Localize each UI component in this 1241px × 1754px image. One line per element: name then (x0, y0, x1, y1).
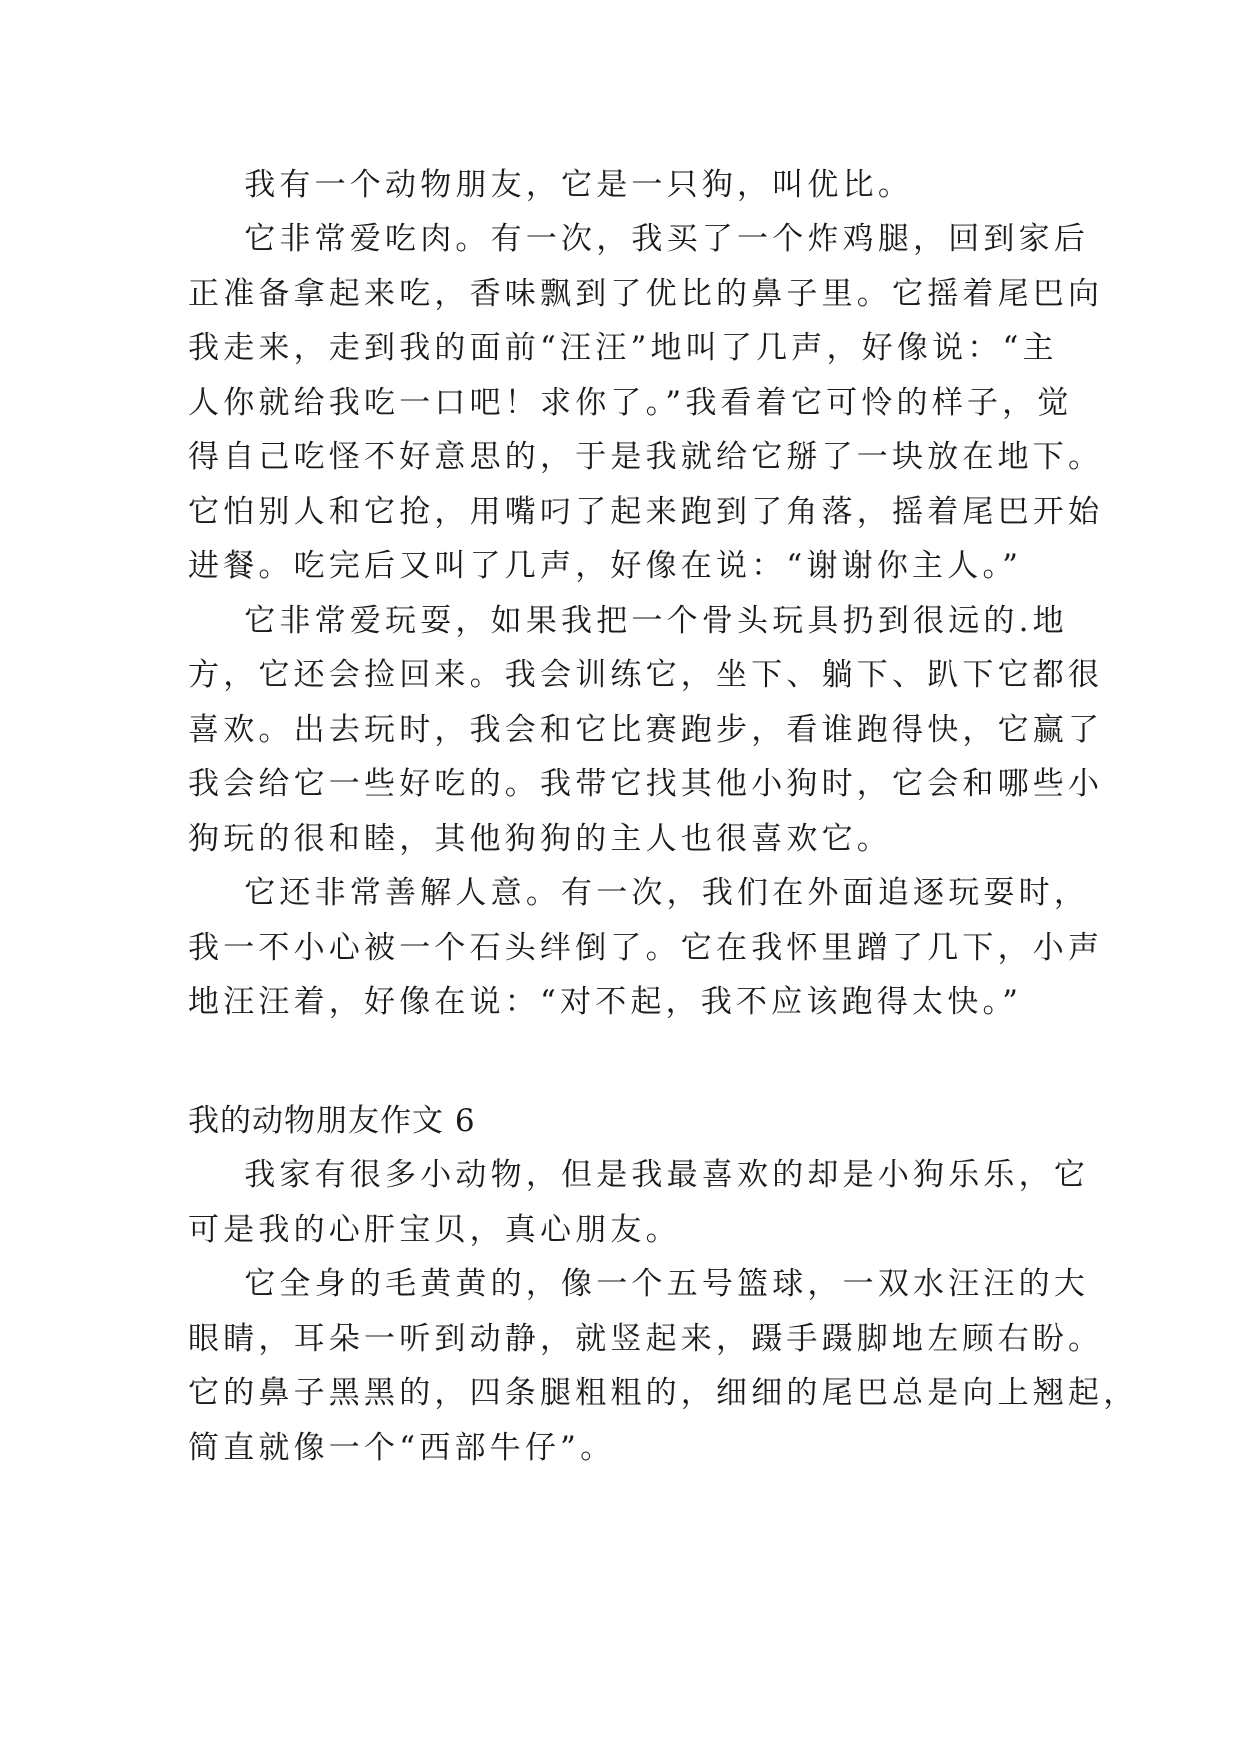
text-line: 可是我的心肝宝贝，真心朋友。 (188, 1212, 681, 1248)
text-line: 简直就像一个“西部牛仔”。 (188, 1430, 616, 1466)
text-line: 它怕别人和它抢，用嘴叼了起来跑到了角落，摇着尾巴开始 (188, 494, 1104, 530)
text-line: 方，它还会捡回来。我会训练它，坐下、躺下、趴下它都很 (188, 657, 1104, 693)
text-line: 它非常爱吃肉。有一次，我买了一个炸鸡腿，回到家后 (188, 221, 1090, 257)
text-line: 它还非常善解人意。有一次，我们在外面追逐玩耍时， (188, 875, 1090, 911)
text-line: 它全身的毛黄黄的，像一个五号篮球，一双水汪汪的大 (188, 1266, 1090, 1302)
text-line: 我家有很多小动物，但是我最喜欢的却是小狗乐乐，它 (188, 1157, 1090, 1193)
text-line: 它的鼻子黑黑的，四条腿粗粗的，细细的尾巴总是向上翘起， (188, 1375, 1139, 1411)
text-line: 我会给它一些好吃的。我带它找其他小狗时，它会和哪些小 (188, 766, 1104, 802)
text-line: 我一不小心被一个石头绊倒了。它在我怀里蹭了几下，小声 (188, 930, 1104, 966)
text-line: 正准备拿起来吃，香味飘到了优比的鼻子里。它摇着尾巴向 (188, 276, 1104, 312)
text-line: 进餐。吃完后又叫了几声，好像在说：“谢谢你主人。” (188, 548, 1023, 584)
text-line: 地汪汪着，好像在说：“对不起，我不应该跑得太快。” (188, 984, 1023, 1020)
text-line: 我走来，走到我的面前“汪汪”地叫了几声，好像说：“主 (188, 330, 1058, 366)
text-line: 我有一个动物朋友，它是一只狗，叫优比。 (188, 167, 914, 203)
text-line: 喜欢。出去玩时，我会和它比赛跑步，看谁跑得快，它赢了 (188, 712, 1104, 748)
text-line: 眼睛，耳朵一听到动静，就竖起来，蹑手蹑脚地左顾右盼。 (188, 1321, 1104, 1357)
text-line: 它非常爱玩耍，如果我把一个骨头玩具扔到很远的.地 (188, 603, 1068, 639)
text-line: 得自己吃怪不好意思的，于是我就给它掰了一块放在地下。 (188, 439, 1104, 475)
text-line: 狗玩的很和睦，其他狗狗的主人也很喜欢它。 (188, 821, 892, 857)
section-heading: 我的动物朋友作文 6 (188, 1103, 476, 1139)
text-line: 人你就给我吃一口吧！求你了。”我看着它可怜的样子，觉 (188, 385, 1073, 421)
